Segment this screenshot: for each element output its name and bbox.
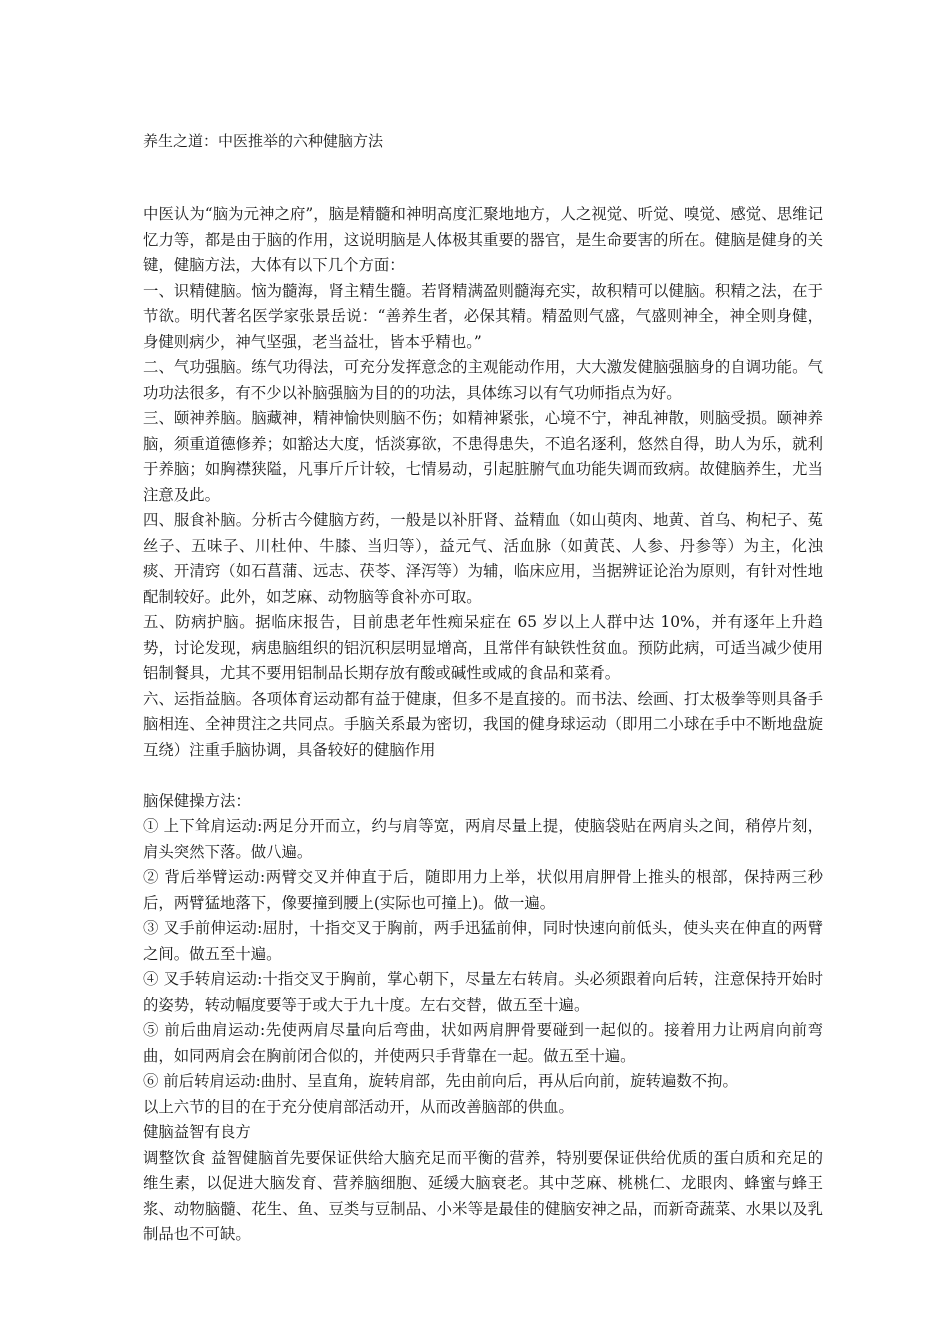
exercise-heading: 脑保健操方法： xyxy=(143,791,251,810)
exercise-item-6: ⑥ 前后转肩运动:曲肘、呈直角，旋转肩部，先由前向后，再从后向前，旋转遍数不拘。 xyxy=(143,1072,738,1090)
exercise-item-2: ② 背后举臂运动:两臂交叉并伸直于后，随即用力上举，状似用肩胛骨上推头的根部，保持两三秒后，两臂猛地落下，像要撞到腰上(实际也可撞上)。做一遍。 xyxy=(143,868,823,912)
exercise-summary: 以上六节的目的在于充分使肩部活动开，从而改善脑部的供血。 xyxy=(143,1097,574,1116)
nutrition-paragraph: 调整饮食 益智健脑首先要保证供给大脑充足而平衡的营养，特别要保证供给优质的蛋白质和充足的维生素，以促进大脑发育、营养脑细胞、延缓大脑衰老。其中芝麻、桃桃仁、龙眼肉、蜂蜜与蜂王浆、动物脑髓、花生、鱼、豆类与豆制品、小米等是最佳的健脑安神之品，而新奇蔬菜、水果以及乳制品也不可缺。 xyxy=(143,1148,823,1243)
document-title: 养生之道：中医推举的六种健脑方法 xyxy=(143,132,384,150)
method-paragraph-2: 二、气功强脑。练气功得法，可充分发挥意念的主观能动作用，大大激发健脑强脑身的自调功能。气功功法很多，有不少以补脑强脑为目的的功法，具体练习以有气功师指点为好。 xyxy=(143,358,823,402)
method-paragraph-4: 四、服食补脑。分析古今健脑方药，一般是以补肝肾、益精血（如山萸肉、地黄、首乌、枸杞子、菟丝子、五味子、川杜仲、牛膝、当归等），益元气、活血脉（如黄芪、人参、丹参等）为主，化浊痰、开清窍（如石菖蒲、远志、茯苓、泽泻等）为辅，临床应用，当据辨证论治为原则，有针对性地配制较好。此外，如芝麻、动物脑等食补亦可取。 xyxy=(143,511,823,606)
exercise-item-3: ③ 叉手前伸运动:屈肘，十指交叉于胸前，两手迅猛前伸，同时快速向前低头，使头夹在伸直的两臂之间。做五至十遍。 xyxy=(143,919,823,963)
section-gap xyxy=(143,763,823,789)
method-paragraph-5: 五、防病护脑。据临床报告，目前患老年性痴呆症在 65 岁以上人群中达 10%，并有逐年上升趋势，讨论发现，病患脑组织的铝沉积层明显增高，且常伴有缺铁性贫血。预防此病，可适当减少使用铝制餐具，尤其不要用铝制品长期存放有酸或碱性或咸的食品和菜肴。 xyxy=(143,613,823,682)
method-paragraph-3: 三、颐神养脑。脑藏神，精神愉快则脑不伤；如精神紧张，心境不宁，神乱神散，则脑受损。颐神养脑，须重道德修养；如豁达大度，恬淡寡欲，不患得患失，不追名逐利，悠然自得，助人为乐，就利于养脑；如胸襟狭隘，凡事斤斤计较，七情易动，引起脏腑气血功能失调而致病。故健脑养生，尤当注意及此。 xyxy=(143,409,823,504)
exercise-item-1: ① 上下耸肩运动:两足分开而立，约与肩等宽，两肩尽量上提，使脑袋贴在两肩头之间，稍停片刻，肩头突然下落。做八遍。 xyxy=(143,817,823,861)
exercise-item-5: ⑤ 前后曲肩运动:先使两肩尽量向后弯曲，状如两肩胛骨要碰到一起似的。接着用力让两肩向前弯曲，如同两肩会在胸前闭合似的，并使两只手背靠在一起。做五至十遍。 xyxy=(143,1021,823,1065)
method-paragraph-1: 一、识精健脑。恼为髓海，肾主精生髓。若肾精满盈则髓海充实，故积精可以健脑。积精之法，在于节欲。明代著名医学家张景岳说：“善养生者，必保其精。精盈则气盛，气盛则神全，神全则身健，身健则病少，神气坚强，老当益壮，皆本乎精也。” xyxy=(143,281,823,351)
method-paragraph-6: 六、运指益脑。各项体育运动都有益于健康，但多不是直接的。而书法、绘画、打太极拳等则具备手脑相连、全神贯注之共同点。手脑关系最为密切，我国的健身球运动（即用二小球在手中不断地盘旋互绕）注重手脑协调，具备较好的健脑作用 xyxy=(143,689,823,759)
intro-paragraph: 中医认为“脑为元神之府”，脑是精髓和神明高度汇聚地地方，人之视觉、听觉、嗅觉、感觉、思维记忆力等，都是由于脑的作用，这说明脑是人体极其重要的器官，是生命要害的所在。健脑是健身的关键，健脑方法，大体有以下几个方面： xyxy=(143,205,823,274)
document-body xyxy=(143,202,823,1248)
exercise-item-4: ④ 叉手转肩运动:十指交叉于胸前，掌心朝下，尽量左右转肩。头必须跟着向后转，注意保持开始时的姿势，转动幅度要等于或大于九十度。左右交替，做五至十遍。 xyxy=(143,970,823,1014)
nutrition-heading: 健脑益智有良方 xyxy=(143,1123,251,1141)
